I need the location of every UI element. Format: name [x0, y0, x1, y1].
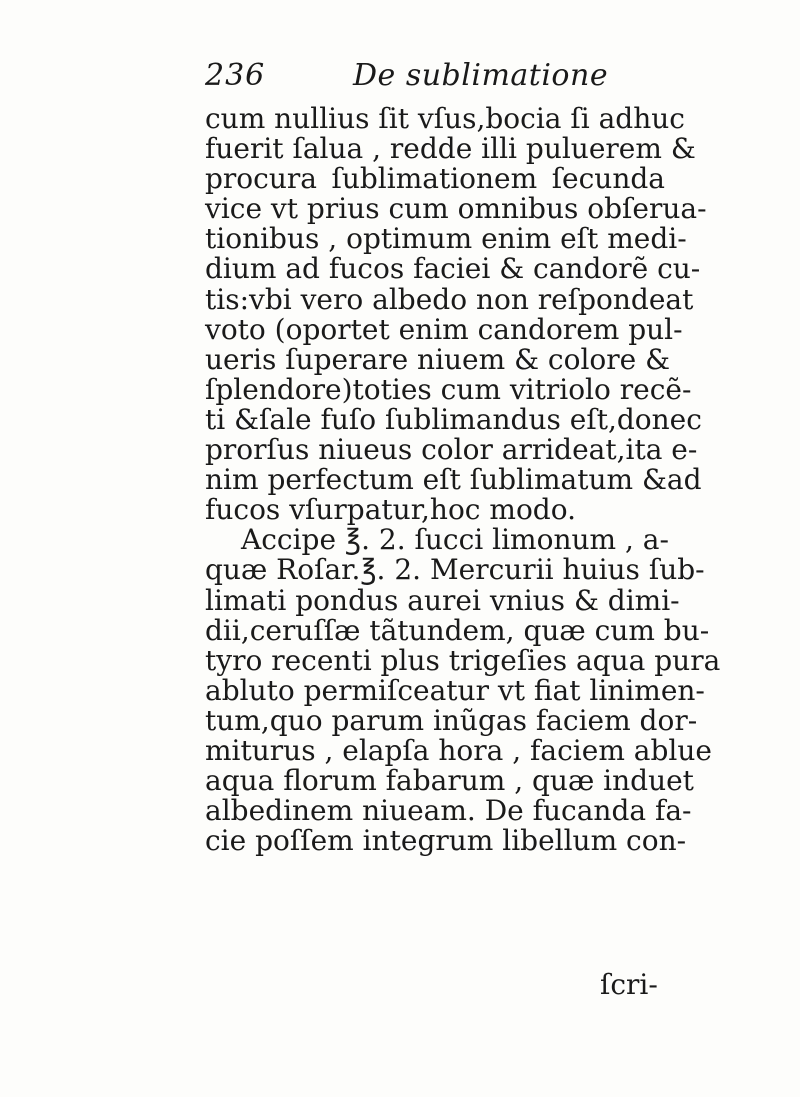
- text-line: fucos vſurpatur,hoc modo.: [205, 493, 576, 527]
- text-line: fuerit ſalua , redde illi puluerem &: [205, 132, 696, 166]
- catchword: ſcri-: [600, 968, 658, 1001]
- text-line: limati pondus aurei vnius & dimi-: [205, 583, 680, 617]
- text-line: vice vt prius cum omnibus obſerua-: [205, 192, 707, 226]
- text-line: aqua florum fabarum , quæ induet: [205, 764, 694, 798]
- text-line: cum nullius ſit vſus,bocia ſi adhuc: [205, 102, 685, 135]
- text-line: quæ Roſar.℥. 2. Mercurii huius ſub-: [205, 553, 705, 587]
- text-line: tis:vbi vero albedo non reſpondeat: [205, 282, 694, 316]
- text-line: miturus , elapſa hora , faciem ablue: [205, 733, 712, 767]
- text-line: procura ſublimationem ſecunda: [205, 162, 665, 196]
- text-line: ueris ſuperare niuem & colore &: [205, 342, 671, 376]
- text-line: prorſus niueus color arrideat,ita e-: [205, 433, 698, 467]
- text-line: ſplendore)toties cum vitriolo recẽ-: [205, 372, 692, 406]
- running-title: De sublimatione: [353, 58, 609, 93]
- text-line: Accipe ℥. 2. ſucci limonum , a-: [241, 523, 669, 557]
- text-line: nim perfectum eſt ſublimatum &ad: [205, 463, 702, 497]
- text-line: albedinem niueam. De fucanda fa-: [205, 794, 692, 828]
- text-line: dium ad fucos faciei & candorẽ cu-: [205, 252, 701, 286]
- page-header: [205, 58, 665, 98]
- text-line: ti &ſale fuſo ſublimandus eſt,donec: [205, 402, 702, 436]
- paragraph: [205, 102, 707, 527]
- text-line: tionibus , optimum enim eſt medi-: [205, 222, 687, 256]
- text-line: cie poſſem integrum libellum con-: [205, 824, 687, 858]
- text-line: abluto permiſceatur vt fiat linimen-: [205, 673, 705, 707]
- page-number: 236: [205, 58, 266, 93]
- text-line: tum,quo parum inũgas faciem dor-: [205, 703, 698, 737]
- body-text: [205, 102, 721, 858]
- paragraph: [205, 523, 721, 858]
- text-line: tyro recenti plus trigeſies aqua pura: [205, 643, 721, 677]
- text-line: voto (oportet enim candorem pul-: [205, 312, 683, 346]
- text-line: dii,ceruſſæ tãtundem, quæ cum bu-: [205, 613, 710, 647]
